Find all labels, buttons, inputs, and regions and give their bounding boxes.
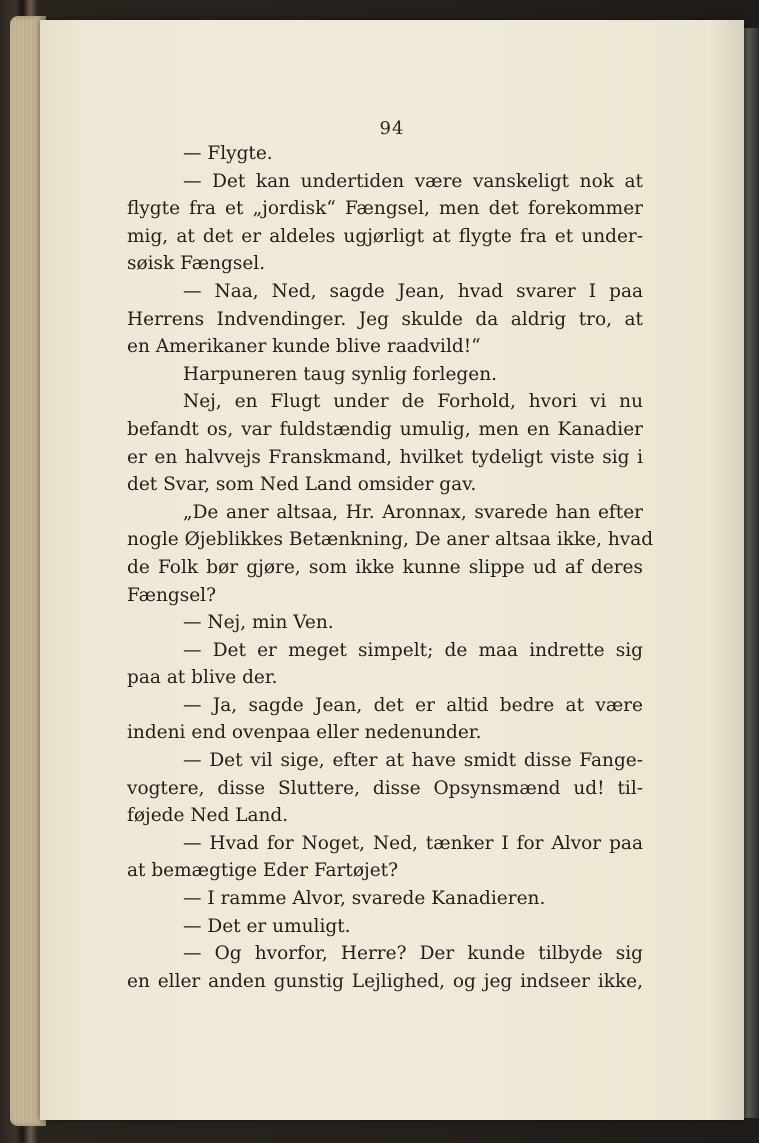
text-line: — I ramme Alvor, svarede Kanadieren. — [183, 888, 546, 910]
text-line: — Ja, sagde Jean, det er altid bedre at være — [183, 694, 643, 716]
page-body-text — [127, 140, 654, 995]
text-line: „De aner altsaa, Hr. Aronnax, svarede han efter — [183, 501, 643, 523]
text-line: — Og hvorfor, Herre? Der kunde tilbyde sig — [183, 943, 643, 965]
text-line: — Naa, Ned, sagde Jean, hvad svarer I paa — [183, 280, 643, 302]
text-line: føjede Ned Land. — [127, 805, 289, 827]
text-line: indeni end ovenpaa eller nedenunder. — [127, 722, 482, 744]
text-line: — Flygte. — [183, 143, 273, 164]
text-line: Harpuneren taug synlig forlegen. — [183, 363, 498, 385]
text-line: vogtere, disse Sluttere, disse Opsynsmænd ud! til- — [127, 777, 643, 799]
text-line: — Det er umuligt. — [183, 915, 351, 937]
text-line: flygte fra et „jordisk“ Fængsel, men det forekommer — [127, 198, 643, 220]
text-line: en Amerikaner kunde blive raadvild!“ — [127, 336, 481, 358]
text-line: paa at blive der. — [127, 667, 278, 689]
text-line: mig, at det er aldeles ugjørligt at flygte fra et under- — [127, 225, 643, 247]
text-line: nogle Øjeblikkes Betænkning, De aner altsaa ikke, hvad — [127, 529, 654, 551]
text-line: at bemægtige Eder Fartøjet? — [127, 860, 399, 882]
text-line: det Svar, som Ned Land omsider gav. — [127, 474, 477, 496]
text-line: — Det kan undertiden være vanskeligt nok at — [183, 170, 643, 192]
text-line: Fængsel? — [127, 584, 217, 606]
text-line: — Det vil sige, efter at have smidt disse Fange- — [183, 750, 643, 772]
text-line: — Nej, min Ven. — [183, 612, 334, 634]
text-line: søisk Fængsel. — [127, 253, 266, 275]
text-line: befandt os, var fuldstændig umulig, men en Kanadier — [127, 418, 643, 440]
text-line: — Hvad for Noget, Ned, tænker I for Alvor paa — [183, 832, 643, 854]
text-line: Herrens Indvendinger. Jeg skulde da aldrig tro, at — [127, 308, 643, 330]
text-line: Nej, en Flugt under de Forhold, hvori vi nu — [183, 391, 643, 413]
text-line: — Det er meget simpelt; de maa indrette sig — [183, 639, 643, 661]
page-number: 94 — [379, 118, 405, 139]
text-line: en eller anden gunstig Lejlighed, og jeg indseer ikke, — [127, 970, 643, 992]
text-line: er en halvvejs Franskmand, hvilket tydeligt viste sig i — [127, 446, 643, 468]
text-line: de Folk bør gjøre, som ikke kunne slippe ud af deres — [127, 556, 643, 578]
